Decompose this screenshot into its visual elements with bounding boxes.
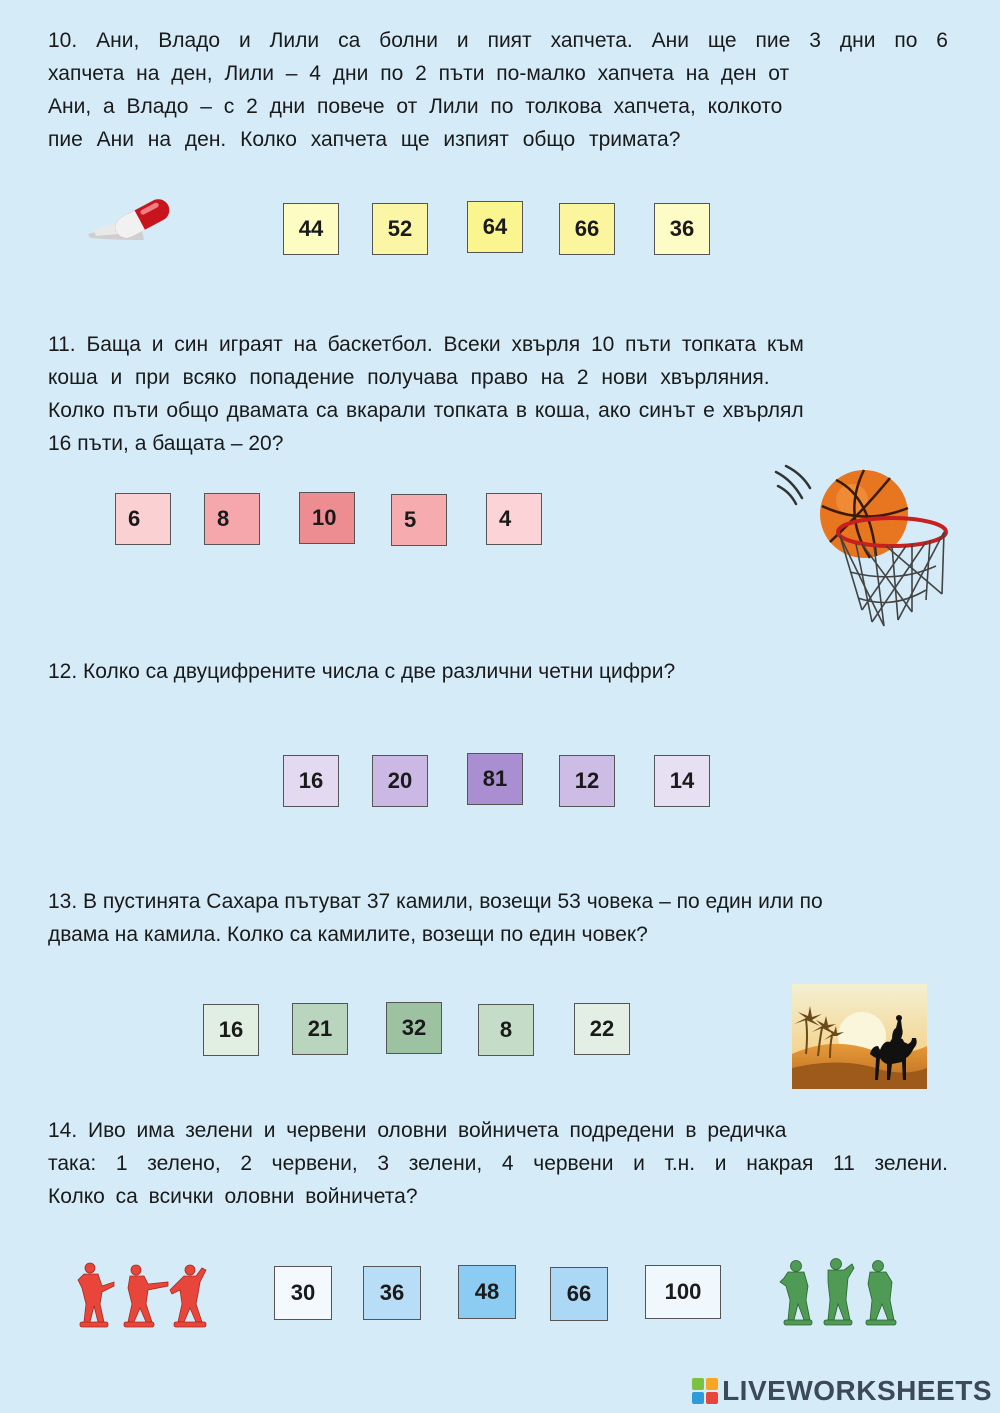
question-13 <box>48 885 948 951</box>
question-line: Колко пъти общо двамата са вкарали топката в коша, ако синът е хвърлял <box>48 399 804 422</box>
desert-camel-image <box>792 984 927 1089</box>
answer-box[interactable]: 4 <box>486 493 542 545</box>
question-line: 13. В пустинята Сахара пътуват 37 камили, возещи 53 човека – по един или по <box>48 890 823 913</box>
answer-box[interactable]: 64 <box>467 201 523 253</box>
answer-box[interactable]: 6 <box>115 493 171 545</box>
answer-box[interactable]: 21 <box>292 1003 348 1055</box>
answer-box[interactable]: 32 <box>386 1002 442 1054</box>
question-line: 10. Ани, Владо и Лили са болни и пият хапчета. Ани ще пие 3 дни по 6 <box>48 29 948 52</box>
question-line: така: 1 зелено, 2 червени, 3 зелени, 4 червени и т.н. и накрая 11 зелени. <box>48 1152 948 1175</box>
question-14 <box>48 1114 948 1213</box>
basketball-hoop-icon <box>766 460 956 636</box>
answer-box[interactable]: 8 <box>478 1004 534 1056</box>
answer-box[interactable]: 81 <box>467 753 523 805</box>
question-line: пие Ани на ден. Колко хапчета ще изпият общо тримата? <box>48 128 681 151</box>
answer-box[interactable]: 12 <box>559 755 615 807</box>
answer-box[interactable]: 52 <box>372 203 428 255</box>
answer-box[interactable]: 5 <box>391 494 447 546</box>
liveworksheets-logo <box>692 1375 992 1407</box>
answer-box[interactable]: 10 <box>299 492 355 544</box>
red-toy-soldiers-icon <box>74 1260 214 1332</box>
answer-box[interactable]: 66 <box>559 203 615 255</box>
liveworksheets-wordmark: LIVEWORKSHEETS <box>722 1375 992 1406</box>
answer-box[interactable]: 48 <box>458 1265 516 1319</box>
answer-box[interactable]: 66 <box>550 1267 608 1321</box>
green-toy-soldiers-icon <box>778 1256 902 1330</box>
question-line: хапчета на ден, Лили – 4 дни по 2 пъти по-малко хапчета на ден от <box>48 62 790 85</box>
answer-box[interactable]: 30 <box>274 1266 332 1320</box>
answer-box[interactable]: 100 <box>645 1265 721 1319</box>
answer-box[interactable]: 44 <box>283 203 339 255</box>
answer-box[interactable]: 16 <box>203 1004 259 1056</box>
question-line: 14. Иво има зелени и червени оловни войничета подредени в редичка <box>48 1119 787 1142</box>
liveworksheets-badge-icon <box>692 1378 718 1404</box>
question-line: 12. Колко са двуцифрените числа с две различни четни цифри? <box>48 660 676 683</box>
question-line: 16 пъти, а бащата – 20? <box>48 432 284 455</box>
answer-box[interactable]: 36 <box>363 1266 421 1320</box>
question-line: Колко са всички оловни войничета? <box>48 1185 418 1208</box>
answer-box[interactable]: 14 <box>654 755 710 807</box>
answer-box[interactable]: 20 <box>372 755 428 807</box>
answer-box[interactable]: 36 <box>654 203 710 255</box>
pill-icon <box>84 196 180 244</box>
answer-box[interactable]: 16 <box>283 755 339 807</box>
answer-box[interactable]: 8 <box>204 493 260 545</box>
question-line: коша и при всяко попадение получава право на 2 нови хвърляния. <box>48 366 770 389</box>
question-line: 11. Баща и син играят на баскетбол. Всеки хвърля 10 пъти топката към <box>48 333 804 356</box>
question-10 <box>48 24 948 156</box>
question-line: Ани, а Владо – с 2 дни повече от Лили по толкова хапчета, колкото <box>48 95 783 118</box>
question-12 <box>48 655 948 688</box>
answer-box[interactable]: 22 <box>574 1003 630 1055</box>
question-11 <box>48 328 948 460</box>
question-line: двама на камила. Колко са камилите, возещи по един човек? <box>48 923 648 946</box>
